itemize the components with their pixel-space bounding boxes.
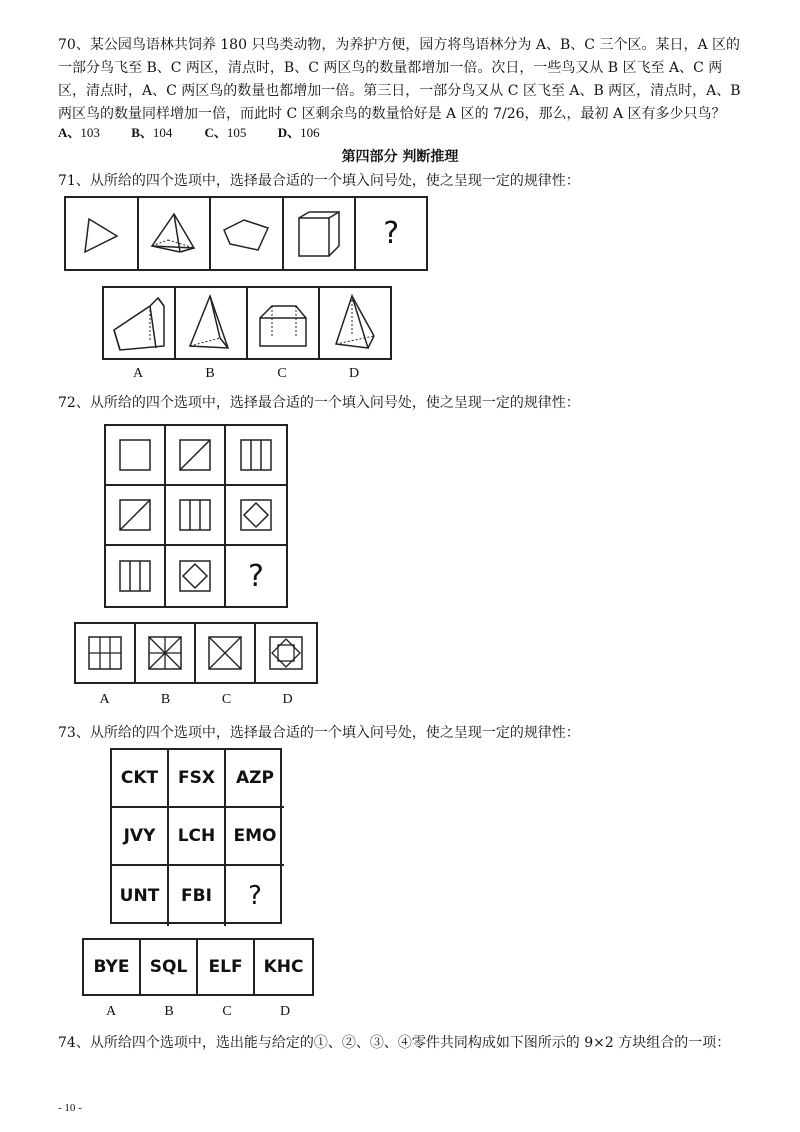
square-vertical-lines-figure <box>106 546 166 606</box>
q73-option-c: ELF <box>198 940 255 994</box>
letter-cell: FSX <box>169 750 226 808</box>
q72-option-d-figure <box>256 624 316 682</box>
q72-option-a-figure <box>76 624 136 682</box>
prism-figure <box>284 198 357 269</box>
q73-option-d: KHC <box>263 957 304 977</box>
letter-cell: EMO <box>226 808 284 866</box>
letter-cell: CKT <box>112 750 169 808</box>
question-70-text: 70、某公园鸟语林共饲养 180 只鸟类动物，为养护方便，园方将鸟语林分为 A、B、C 三个区。某日，A 区的一部分鸟飞至 B、C 两区，清点时，B、C 两区鸟的数量都增加一倍。次日，一些鸟又从 B 区飞至 A、C 两区，清点时，A、C 两区鸟的数量也都增加一倍。第三日，一部分鸟又从 C 区飞至 A、B 两区，清点时，A、B 两区鸟的数量同样增加一倍，而此时 C 区剩余鸟的数量恰好是 A 区的 7/26，那么，最初 A 区有多少只鸟？ <box>58 37 741 122</box>
q72-grid <box>104 424 288 608</box>
letter-cell: FBI <box>169 866 226 926</box>
option-d: D、106 <box>277 125 320 140</box>
question-mark-cell: ? <box>383 216 400 251</box>
option-b: B、104 <box>131 125 173 140</box>
square-pyramid-figure <box>139 198 212 269</box>
option-a: A、103 <box>58 125 100 140</box>
question-mark-cell: ? <box>248 881 262 911</box>
question-70-options <box>58 122 348 141</box>
q71-option-labels: A B C D <box>132 366 360 381</box>
letter-cell: AZP <box>226 750 284 808</box>
question-mark-cell: ? <box>248 558 264 594</box>
q72-option-b-figure <box>136 624 196 682</box>
question-73-text: 73、从所给的四个选项中，选择最合适的一个填入问号处，使之呈现一定的规律性： <box>58 725 580 741</box>
q73-option-labels: A B C D <box>105 1004 291 1019</box>
letter-cell: LCH <box>169 808 226 866</box>
q71-sequence <box>64 196 428 271</box>
q73-option-a: BYE <box>84 940 141 994</box>
page-number: - 10 - <box>58 1102 82 1114</box>
question-74-text: 74、从所给四个选项中，选出能与给定的①、②、③、④零件共同构成如下图所示的 9×2 方块组合的一项： <box>58 1035 731 1051</box>
question-71-text: 71、从所给的四个选项中，选择最合适的一个填入问号处，使之呈现一定的规律性： <box>58 173 580 189</box>
q71-option-d-figure <box>320 288 390 358</box>
q73-options <box>82 938 314 996</box>
pentagon-figure <box>211 198 284 269</box>
letter-cell: JVY <box>112 808 169 866</box>
square-inscribed-diamond-figure <box>226 486 286 546</box>
square-figure <box>106 426 166 486</box>
section-heading: 第四部分 判断推理 <box>341 149 459 165</box>
square-diagonal-figure <box>166 426 226 486</box>
q73-grid <box>110 748 282 924</box>
triangle-figure <box>66 198 139 269</box>
square-vertical-lines-figure <box>226 426 286 486</box>
q72-options <box>74 622 318 684</box>
square-inscribed-diamond-figure <box>166 546 226 606</box>
option-c: C、105 <box>204 125 247 140</box>
q73-option-b: SQL <box>141 940 198 994</box>
q72-option-c-figure <box>196 624 256 682</box>
letter-cell: UNT <box>112 866 169 926</box>
q71-option-a-figure <box>104 288 176 358</box>
q71-option-c-figure <box>248 288 320 358</box>
q72-option-labels: A B C D <box>99 692 293 707</box>
square-vertical-lines-figure <box>166 486 226 546</box>
q71-options <box>102 286 392 360</box>
q71-option-b-figure <box>176 288 248 358</box>
question-72-text: 72、从所给的四个选项中，选择最合适的一个填入问号处，使之呈现一定的规律性： <box>58 395 580 411</box>
square-diagonal-figure <box>106 486 166 546</box>
